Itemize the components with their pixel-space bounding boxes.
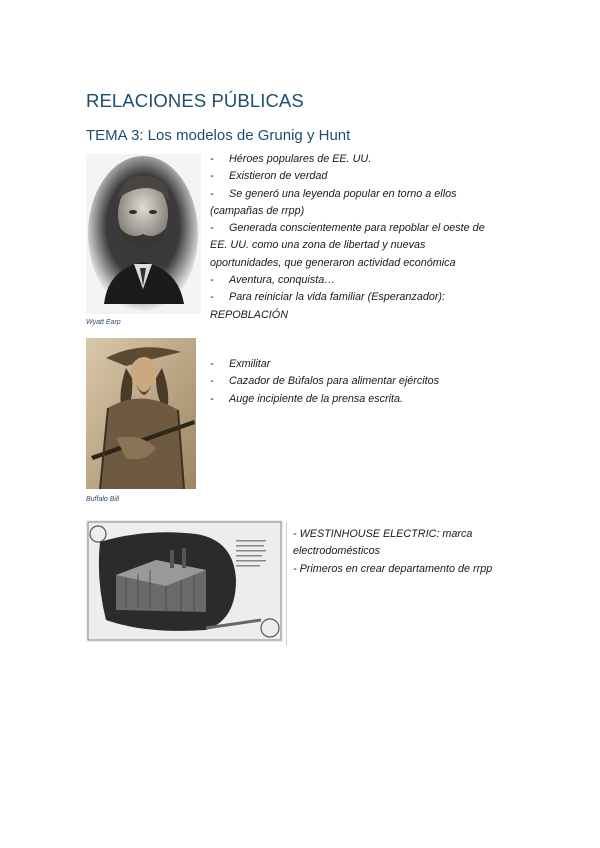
- list-item: - Aventura, conquista…: [210, 274, 336, 287]
- list-item: - Héroes populares de EE. UU.: [210, 153, 372, 165]
- section2-bullet-list: [210, 356, 439, 408]
- document-title: RELACIONES PÚBLICAS: [86, 90, 304, 111]
- photo-caption-wyatt-earp: Wyatt Earp: [86, 319, 121, 326]
- list-item: - Para reiniciar la vida familiar (Esperanzador):: [210, 291, 446, 304]
- list-item-continuation: electrodomésticos: [293, 545, 381, 558]
- vertical-divider: [286, 522, 287, 646]
- list-item: - Cazador de Búfalos para alimentar ejércitos: [210, 375, 440, 388]
- photo-caption-buffalo-bill: Buffalo Bill: [86, 496, 120, 503]
- list-item: - Generada conscientemente para repoblar el oeste de: [210, 222, 485, 235]
- section-subtitle: TEMA 3: Los modelos de Grunig y Hunt: [86, 127, 351, 144]
- section3-bullet-list: [293, 526, 492, 578]
- list-item: - Exmilitar: [210, 358, 271, 370]
- wyatt-earp-photo: [86, 154, 201, 314]
- list-item-continuation: oportunidades, que generaron actividad económica: [210, 256, 456, 269]
- westinghouse-postcard-image: [86, 520, 283, 642]
- buffalo-bill-photo: [86, 338, 196, 489]
- list-item: - Auge incipiente de la prensa escrita.: [210, 392, 404, 405]
- list-item: - Existieron de verdad: [210, 170, 328, 183]
- list-item-continuation: EE. UU. como una zona de libertad y nuevas: [210, 239, 426, 252]
- list-item-continuation: REPOBLACIÓN: [210, 308, 288, 321]
- section1-bullet-list: [210, 151, 485, 324]
- list-item: - Primeros en crear departamento de rrpp: [293, 562, 493, 575]
- list-item: - WESTINHOUSE ELECTRIC: marca: [293, 528, 473, 540]
- list-item: - Se generó una leyenda popular en torno a ellos: [210, 187, 457, 200]
- list-item-continuation: (campañas de rrpp): [210, 204, 305, 217]
